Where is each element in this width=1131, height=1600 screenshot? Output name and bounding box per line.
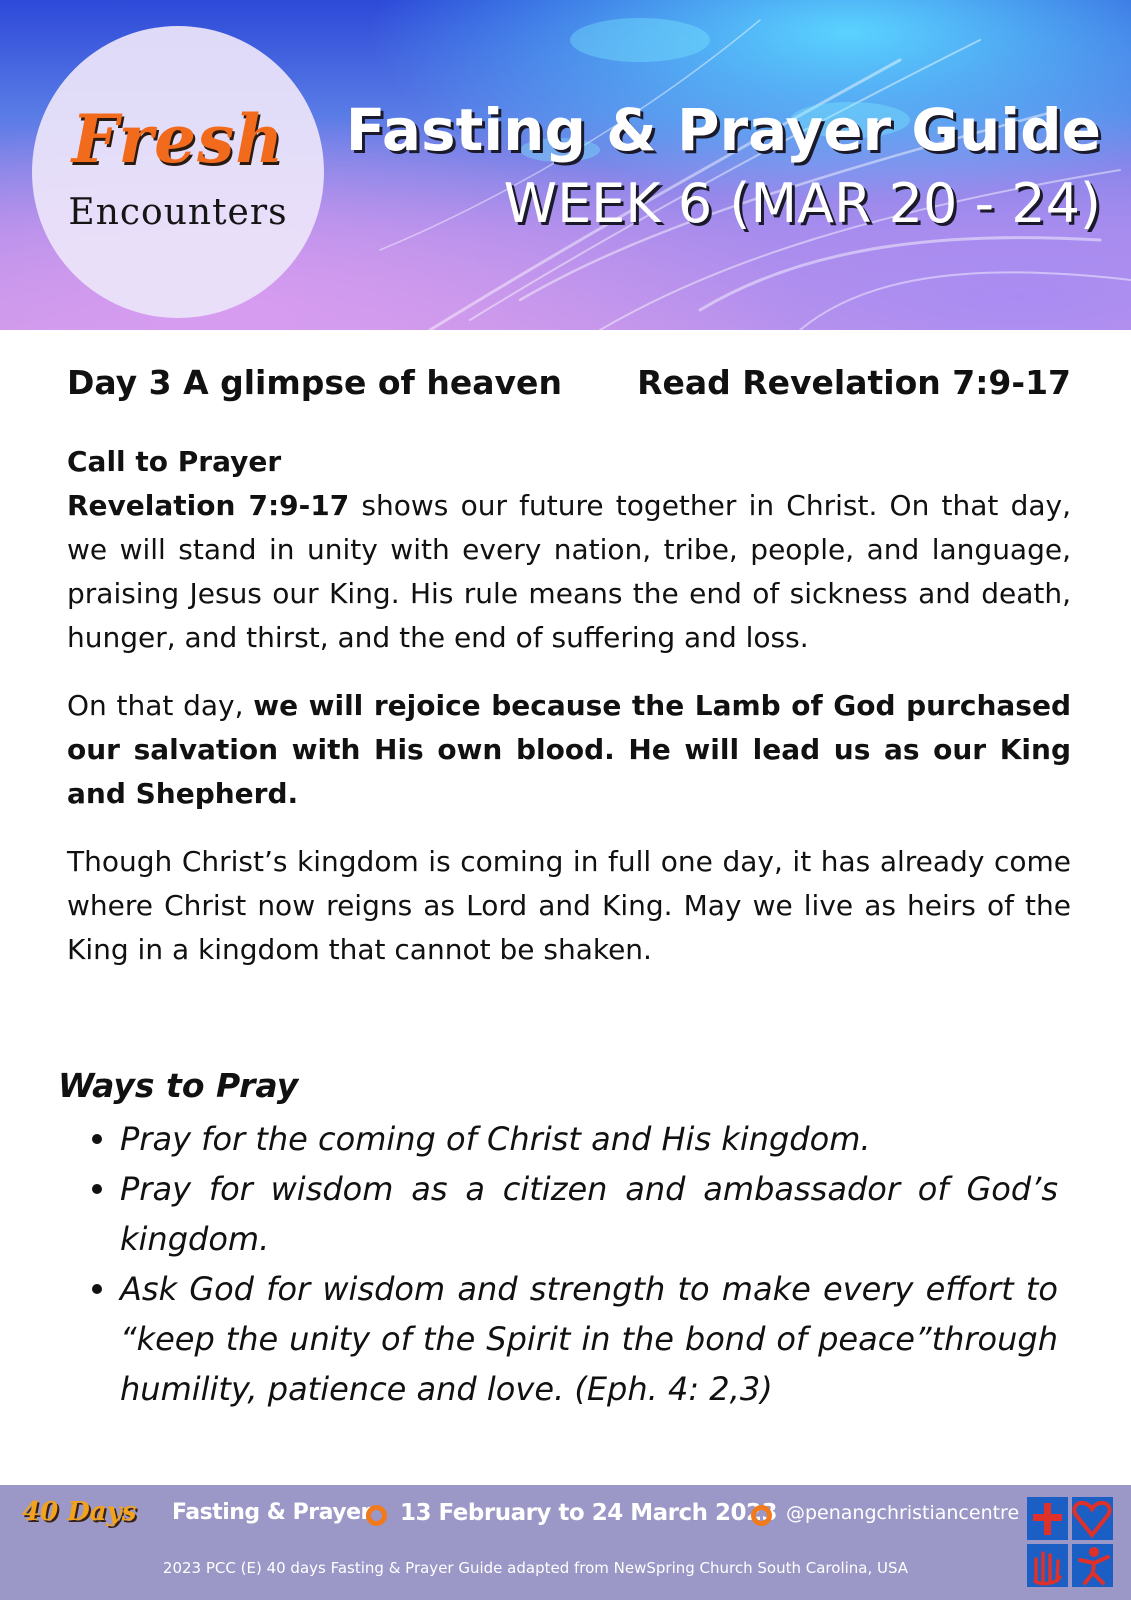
- ways-to-pray-heading: Ways to Pray: [58, 1066, 299, 1105]
- logo-encounters-text: Encounters: [68, 192, 288, 233]
- list-item: Pray for wisdom as a citizen and ambassador of God’s kingdom.: [88, 1164, 1058, 1264]
- bullet-icon: [92, 1184, 102, 1194]
- logo-fresh-text: Fresh: [71, 100, 285, 178]
- paragraph-2: [67, 684, 1071, 816]
- guide-title: Fasting & Prayer Guide: [345, 96, 1101, 164]
- bullet-icon: [92, 1134, 102, 1144]
- circle-dot-icon: [366, 1505, 387, 1526]
- fresh-encounters-logo: [32, 26, 324, 318]
- paragraph-1-bold: Revelation 7:9-17: [67, 489, 350, 522]
- call-to-prayer-heading: Call to Prayer: [67, 445, 282, 478]
- scripture-reading: Read Revelation 7:9-17: [637, 363, 1071, 402]
- paragraph-3: Though Christ’s kingdom is coming in full one day, it has already come where Christ now reigns as Lord and King. May we live as heirs of the King in a kingdom that cannot be shaken.: [67, 845, 1071, 966]
- program-label: Fasting & Prayer: [172, 1500, 371, 1525]
- list-item: Pray for the coming of Christ and His kingdom.: [88, 1114, 1058, 1164]
- day-title: Day 3 A glimpse of heaven: [67, 363, 562, 402]
- list-item: Ask God for wisdom and strength to make every effort to “keep the unity of the Spirit in the bond of peace”through humility, patience and love. (Eph. 4: 2,3): [88, 1264, 1058, 1414]
- church-logo-icon: [1027, 1497, 1113, 1587]
- social-handle: @penangchristiancentre: [786, 1502, 1020, 1524]
- program-dates: 13 February to 24 March 2023: [400, 1500, 778, 1526]
- footer-bar: [0, 1485, 1131, 1600]
- paragraph-2-bold: we will rejoice because the Lamb of God purchased our salvation with His own blood. He will lead us as our King and Shepherd.: [67, 689, 1072, 810]
- paragraph-1: [67, 484, 1071, 660]
- circle-dot-icon: [751, 1505, 772, 1526]
- footer-credit: 2023 PCC (E) 40 days Fasting & Prayer Guide adapted from NewSpring Church South Carolina, USA: [162, 1559, 909, 1577]
- paragraph-1-text: shows our future together in Christ. On that day, we will stand in unity with every nation, tribe, people, and language, praising Jesus our King. His rule means the end of sickness and death, hunger, and thirst, and the end of suffering and loss.: [67, 489, 1071, 654]
- main-content: [67, 360, 1071, 972]
- day-row: [67, 360, 1071, 412]
- bullet-icon: [92, 1284, 102, 1294]
- ways-to-pray-list: [88, 1114, 1058, 1414]
- week-range: WEEK 6 (MAR 20 - 24): [503, 172, 1101, 235]
- header-banner: [0, 0, 1131, 330]
- paragraph-2-text: On that day,: [67, 689, 254, 722]
- forty-days-label: 40 Days: [22, 1497, 137, 1527]
